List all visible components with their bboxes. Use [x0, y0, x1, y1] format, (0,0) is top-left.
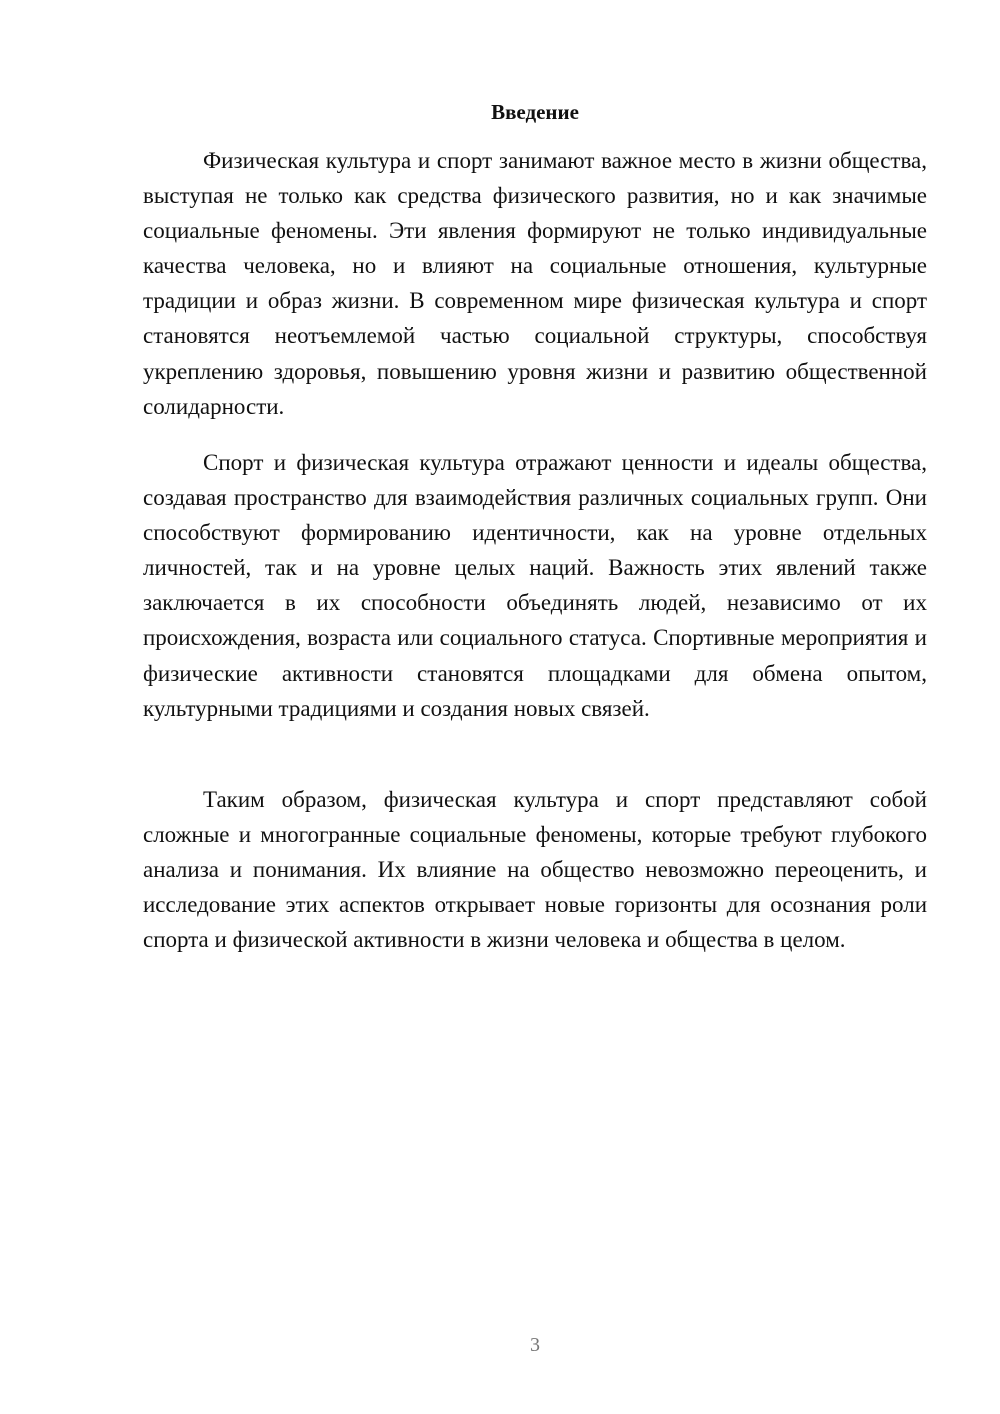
- paragraph-2: Спорт и физическая культура отражают ценности и идеалы общества, создавая пространство для взаимодействия различных социальных групп. Они способствуют формированию идентичности, как на уровне отдельных личностей, так и на уровне целых наций. Важность этих явлений также заключается в их способности объединять людей, независимо от их происхождения, возраста или социального статуса. Спортивные мероприятия и физические активности становятся площадками для обмена опытом, культурными традициями и создания новых связей.: [143, 450, 927, 721]
- section-heading: Введение: [491, 100, 579, 124]
- paragraph-1: Физическая культура и спорт занимают важное место в жизни общества, выступая не только как средства физического развития, но и как значимые социальные феномены. Эти явления формируют не только индивидуальные качества человека, но и влияют на социальные отношения, культурные традиции и образ жизни. В современном мире физическая культура и спорт становятся неотъемлемой частью социальной структуры, способствуя укреплению здоровья, повышению уровня жизни и развитию общественной солидарности.: [143, 148, 927, 419]
- page-number: 3: [530, 1334, 540, 1356]
- paragraph-3: Таким образом, физическая культура и спорт представляют собой сложные и многогранные социальные феномены, которые требуют глубокого анализа и понимания. Их влияние на общество невозможно переоценить, и исследование этих аспектов открывает новые горизонты для осознания роли спорта и физической активности в жизни человека и общества в целом.: [143, 787, 927, 953]
